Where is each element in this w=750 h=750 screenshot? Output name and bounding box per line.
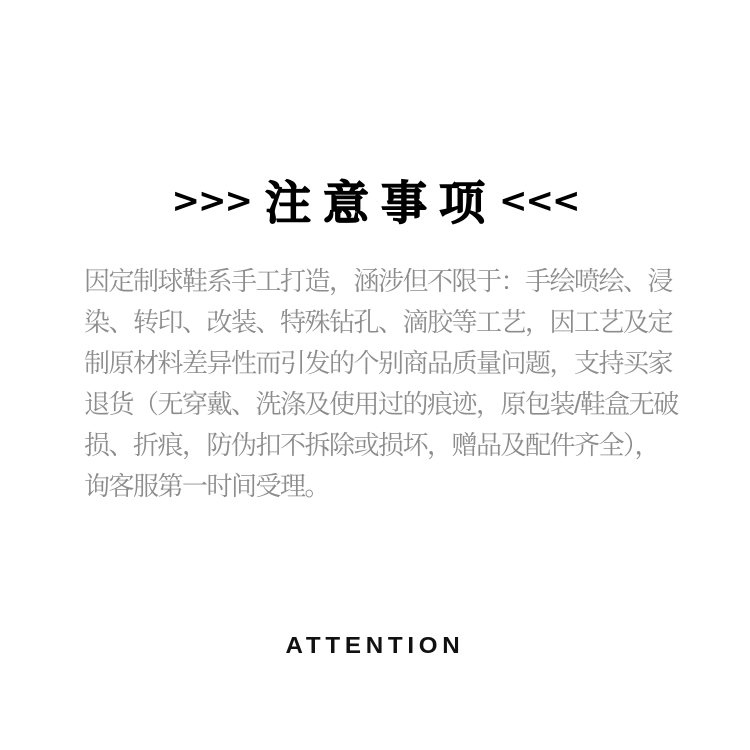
page-title	[0, 178, 750, 228]
right-arrows-decoration: <<<	[499, 181, 579, 221]
notice-line: 因定制球鞋系手工打造，涵涉但不限于：手绘喷绘、浸	[84, 266, 673, 296]
notice-line: 询客服第一时间受理。	[84, 471, 330, 501]
footer-attention-label: ATTENTION	[285, 632, 465, 658]
notice-line: 退货（无穿戴、洗涤及使用过的痕迹，原包装/鞋盒无破	[84, 389, 678, 419]
notice-paragraph	[84, 261, 684, 507]
notice-line: 染、转印、改装、特殊钻孔、滴胶等工艺，因工艺及定	[84, 307, 673, 337]
left-arrows-decoration: >>>	[171, 181, 251, 221]
notice-line: 损、折痕，防伪扣不拆除或损坏，赠品及配件齐全），	[84, 430, 660, 460]
page-title-text: 注意事项	[265, 177, 497, 229]
notice-line: 制原材料差异性而引发的个别商品质量问题，支持买家	[84, 348, 673, 378]
